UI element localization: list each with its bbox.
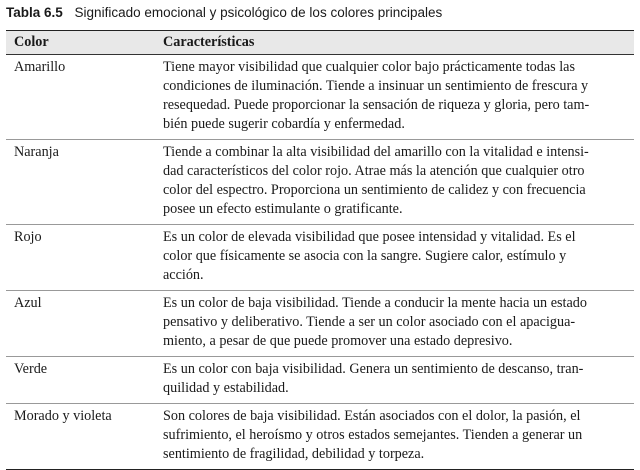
characteristics-text	[163, 294, 634, 351]
color-name: Morado y violeta	[14, 408, 112, 424]
table-title: Significado emocional y psicológico de los colores principales	[74, 5, 443, 20]
characteristics-text	[163, 143, 634, 219]
table-row	[6, 55, 634, 140]
text-line: pensativo y deliberativo. Tiende a ser un color asociado con el apaciguа-	[163, 314, 576, 330]
characteristics-text	[163, 58, 634, 134]
characteristics-text	[163, 228, 634, 285]
text-line: resequedad. Puede proporcionar la sensación de riqueza y gloria, pero tam-	[163, 97, 590, 113]
table-number: Tabla 6.5	[6, 5, 63, 20]
text-line: condiciones de iluminación. Tiende a insinuar un sentimiento de frescura y	[163, 78, 589, 94]
header-color: Color	[14, 34, 49, 50]
text-line: Tiene mayor visibilidad que cualquier color bajo prácticamente todas las	[163, 59, 575, 75]
table-row	[6, 225, 634, 291]
color-name: Amarillo	[14, 59, 66, 75]
table-row	[6, 357, 634, 404]
text-line: Son colores de baja visibilidad. Están asociados con el dolor, la pasión, el	[163, 408, 581, 424]
characteristics-text	[163, 360, 634, 398]
text-line: quilidad y estabilidad.	[163, 380, 289, 396]
table-row	[6, 404, 634, 469]
text-line: dad característicos del color rojo. Atrae más la atención que cualquier otro	[163, 163, 585, 179]
table-caption	[6, 4, 442, 22]
table-header-row	[6, 31, 634, 55]
characteristics-text	[163, 407, 634, 464]
text-line: sufrimiento, el heroísmo y otros estados semejantes. Tienden a generar un	[163, 427, 583, 443]
text-line: Es un color de baja visibilidad. Tiende a conducir la mente hacia un estado	[163, 295, 587, 311]
text-line: color que físicamente se asocia con la sangre. Sugiere calor, estímulo y	[163, 248, 567, 264]
color-name: Rojo	[14, 229, 42, 245]
color-name: Azul	[14, 295, 42, 311]
text-line: acción.	[163, 267, 204, 283]
text-line: posee un efecto estimulante o gratificante.	[163, 201, 403, 217]
text-line: miento, a pesar de que puede promover una estado depresivo.	[163, 333, 513, 349]
color-name: Naranja	[14, 144, 59, 160]
text-line: Tiende a combinar la alta visibilidad del amarillo con la vitalidad e intensi-	[163, 144, 589, 160]
table-row	[6, 291, 634, 357]
text-line: sentimiento de fragilidad, debilidad y torpeza.	[163, 446, 425, 462]
text-line: color del espectro. Proporciona un sentimiento de calidez y con frecuencia	[163, 182, 586, 198]
color-name: Verde	[14, 361, 48, 377]
text-line: Es un color de elevada visibilidad que posee intensidad y vitalidad. Es el	[163, 229, 576, 245]
header-characteristics: Características	[163, 34, 255, 50]
color-meaning-table	[6, 30, 634, 470]
text-line: bién puede sugerir cobardía y enfermedad.	[163, 116, 405, 132]
text-line: Es un color con baja visibilidad. Genera un sentimiento de descanso, tran-	[163, 361, 584, 377]
table-row	[6, 140, 634, 225]
